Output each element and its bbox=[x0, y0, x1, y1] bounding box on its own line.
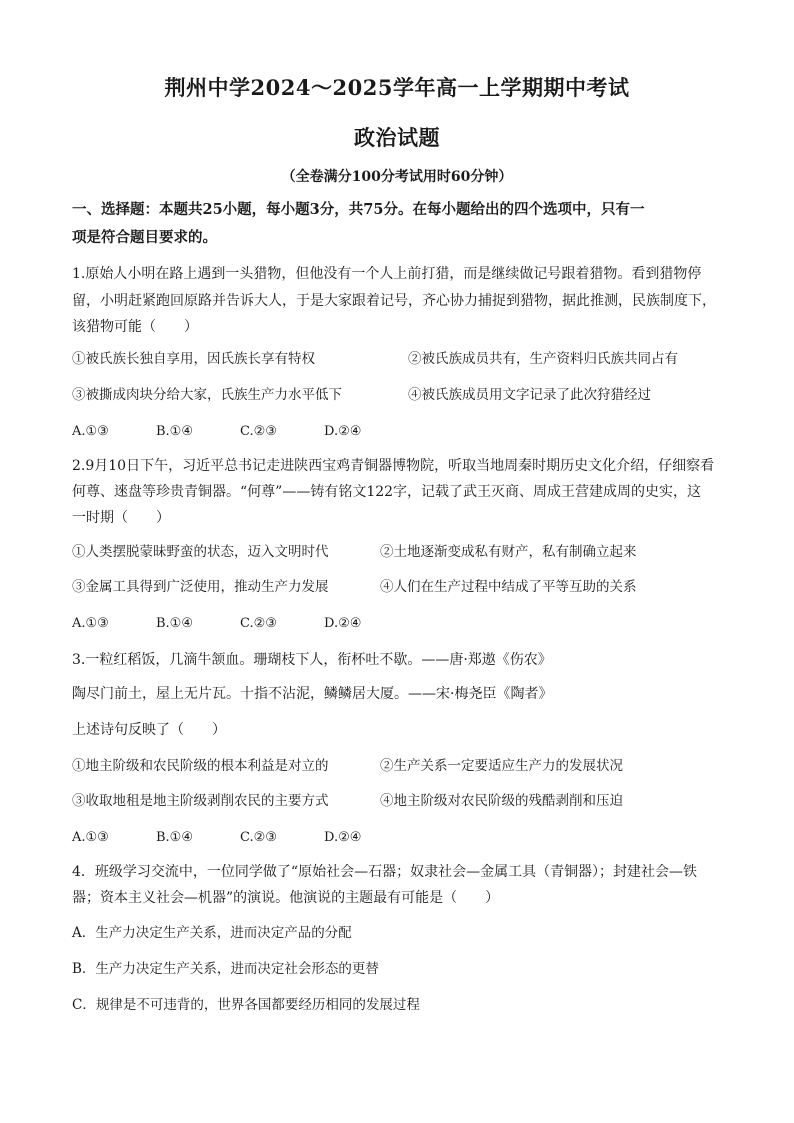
q4-option-a: A．生产力决定生产关系，进而决定产品的分配 bbox=[72, 925, 352, 941]
q3-choice-a: A.①③ bbox=[72, 830, 109, 845]
section-heading-line1: 一、选择题：本题共25小题，每小题3分，共75分。在每小题给出的四个选项中，只有一 bbox=[72, 201, 645, 218]
q2-stem-line3: 一时期（ ） bbox=[72, 510, 170, 526]
q3-stem-line1: 3.一粒红稻饭，几滴牛颔血。珊瑚枝下人，衔杯吐不歇。——唐·郑遨《伤农》 bbox=[72, 652, 552, 668]
subject-title: 政治试题 bbox=[354, 125, 440, 150]
q3-choice-b: B.①④ bbox=[156, 830, 193, 845]
q1-choices bbox=[72, 422, 408, 442]
q1-option-3: ③被撕成肉块分给大家，氏族生产力水平低下 bbox=[72, 387, 342, 403]
exam-note: （全卷满分100分考试用时60分钟） bbox=[281, 169, 513, 185]
q4-stem-line1: 4．班级学习交流中，一位同学做了“原始社会—石器；奴隶社会—金属工具（青铜器）；封建社会—铁 bbox=[72, 864, 698, 880]
q3-option-3: ③收取地租是地主阶级剥削农民的主要方式 bbox=[72, 793, 329, 809]
section-heading-line2: 项是符合题目要求的。 bbox=[72, 229, 217, 246]
q1-stem-line3: 该猎物可能（ ） bbox=[72, 319, 198, 335]
q2-choice-a: A.①③ bbox=[72, 616, 109, 631]
q1-choice-d: D.②④ bbox=[324, 424, 362, 439]
q3-stem-line2: 陶尽门前土，屋上无片瓦。十指不沾泥，鳞鳞居大厦。——宋·梅尧臣《陶者》 bbox=[72, 686, 553, 702]
q2-option-2: ②土地逐渐变成私有财产，私有制确立起来 bbox=[380, 544, 637, 560]
q2-choice-b: B.①④ bbox=[156, 616, 193, 631]
q3-option-2: ②生产关系一定要适应生产力的发展状况 bbox=[380, 758, 623, 774]
exam-title: 荆州中学2024～2025学年高一上学期期中考试 bbox=[164, 75, 630, 100]
q1-option-2: ②被氏族成员共有，生产资料归氏族共同占有 bbox=[408, 351, 678, 367]
q3-choice-d: D.②④ bbox=[324, 830, 362, 845]
q4-stem-line2: 器；资本主义社会—机器”的演说。他演说的主题最有可能是（ ） bbox=[72, 890, 500, 906]
q1-stem-line1: 1.原始人小明在路上遇到一头猎物，但他没有一个人上前打猎，而是继续做记号跟着猎物。看到猎物停 bbox=[72, 266, 702, 282]
q2-choice-c: C.②③ bbox=[240, 616, 277, 631]
q1-choice-b: B.①④ bbox=[156, 424, 193, 439]
q3-stem-line3: 上述诗句反映了（ ） bbox=[72, 722, 226, 738]
q4-option-b: B．生产力决定生产关系，进而决定社会形态的更替 bbox=[72, 961, 379, 977]
q3-option-1: ①地主阶级和农民阶级的根本利益是对立的 bbox=[72, 758, 329, 774]
q3-option-4: ④地主阶级对农民阶级的残酷剥削和压迫 bbox=[380, 793, 623, 809]
q2-stem-line1: 2.9月10日下午，习近平总书记走进陕西宝鸡青铜器博物院，听取当地周秦时期历史文化介绍，仔细察看 bbox=[72, 458, 715, 474]
q2-stem-line2: 何尊、逨盘等珍贵青铜器。“何尊”——铸有铭文122字，记载了武王灭商、周成王营建成周的史实，这 bbox=[72, 484, 702, 500]
q1-choice-c: C.②③ bbox=[240, 424, 277, 439]
q3-choices bbox=[72, 828, 408, 848]
q2-option-3: ③金属工具得到广泛使用，推动生产力发展 bbox=[72, 579, 329, 595]
q1-option-4: ④被氏族成员用文字记录了此次狩猎经过 bbox=[408, 387, 651, 403]
q2-choice-d: D.②④ bbox=[324, 616, 362, 631]
q2-choices bbox=[72, 614, 408, 634]
q2-option-1: ①人类摆脱蒙昧野蛮的状态，迈入文明时代 bbox=[72, 544, 329, 560]
q3-choice-c: C.②③ bbox=[240, 830, 277, 845]
q1-stem-line2: 留，小明赶紧跑回原路并告诉大人，于是大家跟着记号，齐心协力捕捉到猎物，据此推测，民族制度下， bbox=[72, 293, 716, 309]
q1-choice-a: A.①③ bbox=[72, 424, 109, 439]
q4-option-c: C．规律是不可违背的，世界各国都要经历相同的发展过程 bbox=[72, 997, 420, 1013]
q1-option-1: ①被氏族长独自享用，因氏族长享有特权 bbox=[72, 351, 315, 367]
q2-option-4: ④人们在生产过程中结成了平等互助的关系 bbox=[380, 579, 637, 595]
